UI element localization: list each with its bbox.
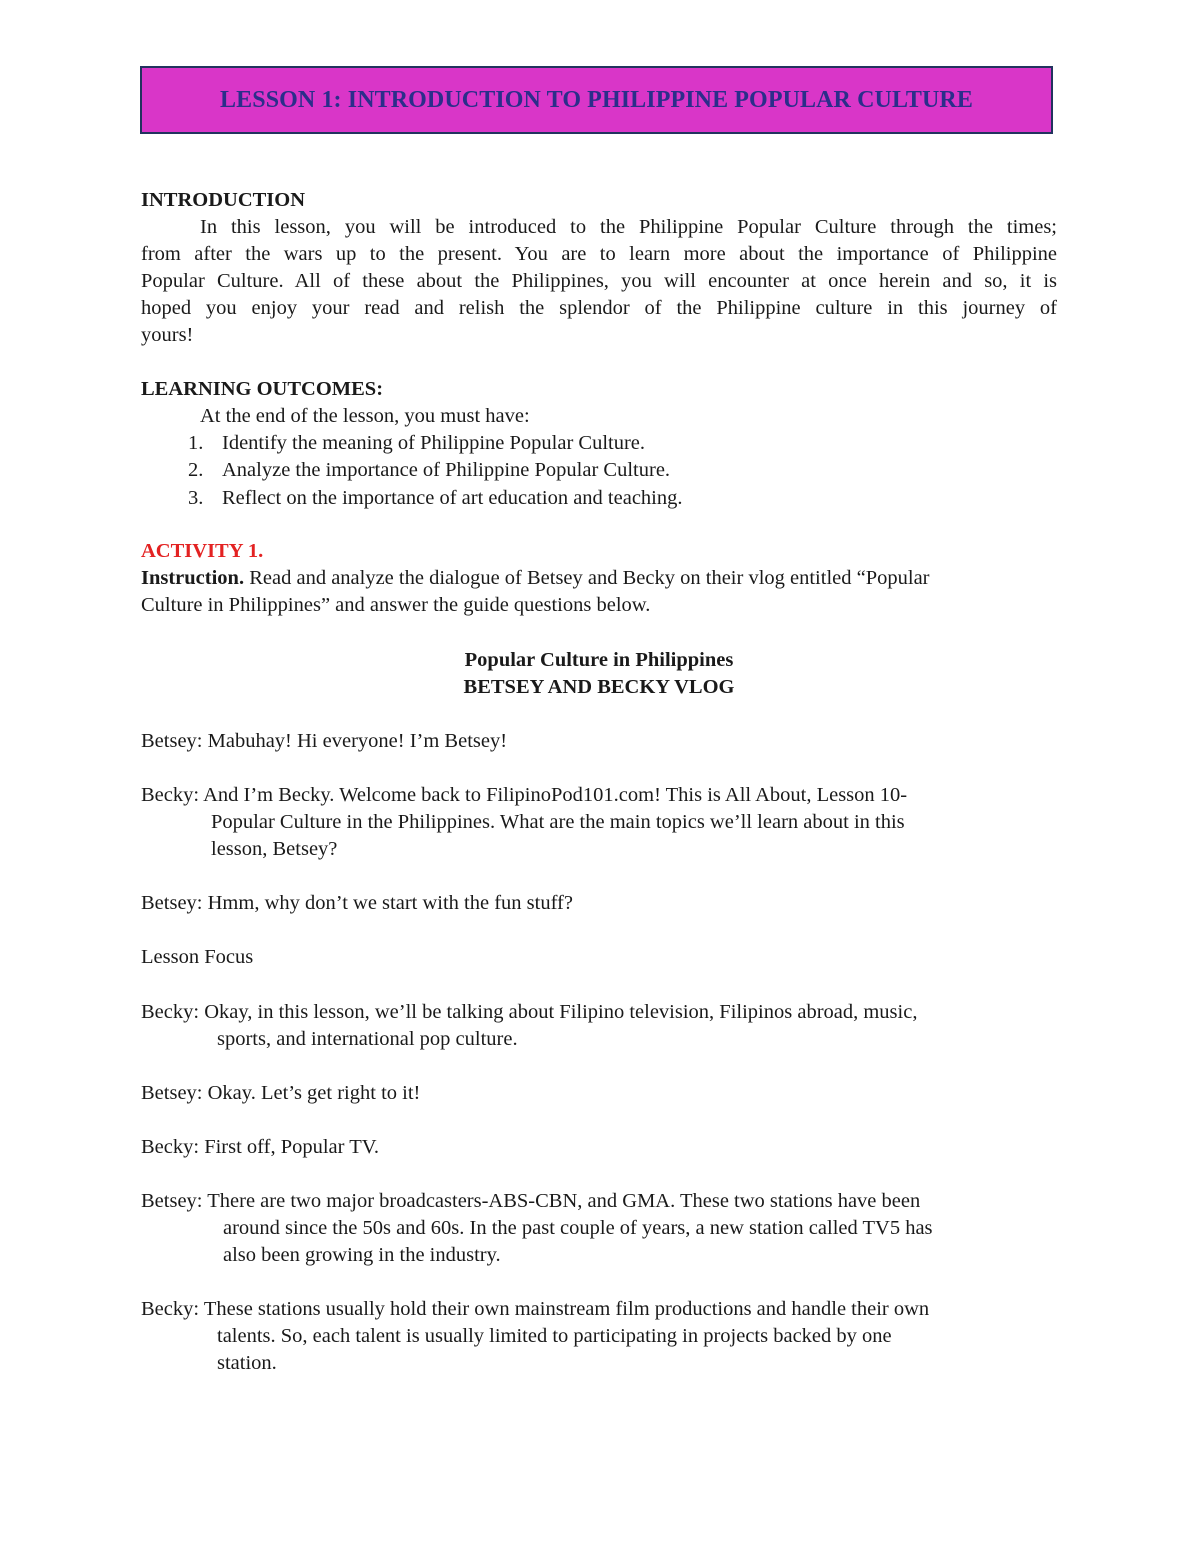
outcome-number: 3. bbox=[188, 487, 204, 509]
outcome-number: 2. bbox=[188, 459, 204, 481]
dialogue-entry bbox=[141, 944, 253, 971]
speaker-name: Becky: bbox=[141, 1136, 200, 1158]
lesson-title: LESSON 1: INTRODUCTION TO PHILIPPINE POPULAR CULTURE bbox=[220, 86, 973, 113]
dialogue-line: There are two major broadcasters-ABS-CBN, and GMA. These two stations have been bbox=[207, 1190, 921, 1212]
dialogue-entry bbox=[141, 890, 573, 917]
speaker-name: Becky: bbox=[141, 784, 200, 806]
dialogue-line: around since the 50s and 60s. In the past couple of years, a new station called TV5 has bbox=[223, 1217, 933, 1239]
dialogue-line: also been growing in the industry. bbox=[223, 1244, 501, 1266]
dialogue-line: Okay. Let’s get right to it! bbox=[207, 1082, 421, 1104]
dialogue-entry bbox=[141, 1296, 929, 1377]
dialogue-line: lesson, Betsey? bbox=[211, 838, 338, 860]
dialogue-line: These stations usually hold their own mainstream film productions and handle their own bbox=[203, 1298, 930, 1320]
intro-line: Popular Culture. All of these about the Philippines, you will encounter at once herein and so, it is bbox=[141, 270, 1057, 292]
intro-heading: INTRODUCTION bbox=[141, 189, 306, 211]
section-label: Lesson Focus bbox=[141, 946, 254, 968]
dialogue-line: And I’m Becky. Welcome back to FilipinoPod101.com! This is All About, Lesson 10- bbox=[203, 784, 908, 806]
dialogue-line: sports, and international pop culture. bbox=[217, 1028, 518, 1050]
intro-line: yours! bbox=[141, 324, 194, 346]
speaker-name: Becky: bbox=[141, 1001, 200, 1023]
vlog-title: Popular Culture in Philippines bbox=[464, 649, 734, 671]
dialogue-line: Okay, in this lesson, we’ll be talking about Filipino television, Filipinos abroad, music, bbox=[204, 1001, 918, 1023]
instruction-label: Instruction. bbox=[141, 567, 245, 589]
outcome-item: Reflect on the importance of art education and teaching. bbox=[222, 487, 683, 509]
speaker-name: Becky: bbox=[141, 1298, 200, 1320]
dialogue-entry bbox=[141, 728, 507, 755]
activity-instruction bbox=[141, 565, 930, 592]
outcome-item: Identify the meaning of Philippine Popular Culture. bbox=[222, 432, 646, 454]
speaker-name: Betsey: bbox=[141, 1190, 203, 1212]
speaker-name: Betsey: bbox=[141, 892, 203, 914]
outcome-number: 1. bbox=[188, 432, 204, 454]
dialogue-line: Popular Culture in the Philippines. What are the main topics we’ll learn about in this bbox=[211, 811, 905, 833]
dialogue-entry bbox=[141, 999, 917, 1053]
dialogue-entry bbox=[141, 1188, 933, 1269]
outcomes-lead: At the end of the lesson, you must have: bbox=[200, 405, 530, 427]
outcomes-heading: LEARNING OUTCOMES: bbox=[141, 378, 384, 400]
intro-paragraph bbox=[141, 214, 1057, 349]
dialogue-line: First off, Popular TV. bbox=[204, 1136, 380, 1158]
dialogue-line: Hmm, why don’t we start with the fun stuff? bbox=[207, 892, 573, 914]
lesson-title-banner bbox=[140, 66, 1053, 134]
dialogue-entry bbox=[141, 1080, 420, 1107]
speaker-name: Betsey: bbox=[141, 1082, 203, 1104]
vlog-subtitle: BETSEY AND BECKY VLOG bbox=[463, 676, 735, 698]
dialogue-line: station. bbox=[217, 1352, 277, 1374]
instruction-text: Read and analyze the dialogue of Betsey and Becky on their vlog entitled “Popular bbox=[244, 567, 930, 589]
dialogue-line: Mabuhay! Hi everyone! I’m Betsey! bbox=[207, 730, 508, 752]
dialogue-entry bbox=[141, 1134, 379, 1161]
dialogue-entry bbox=[141, 782, 907, 863]
dialogue-line: talents. So, each talent is usually limited to participating in projects backed by one bbox=[217, 1325, 892, 1347]
outcome-item: Analyze the importance of Philippine Popular Culture. bbox=[222, 459, 671, 481]
intro-line: from after the wars up to the present. You are to learn more about the importance of Philippine bbox=[141, 243, 1057, 265]
speaker-name: Betsey: bbox=[141, 730, 203, 752]
activity-heading: ACTIVITY 1. bbox=[141, 540, 264, 562]
intro-line: In this lesson, you will be introduced to the Philippine Popular Culture through the times; bbox=[200, 216, 1057, 238]
activity-instruction-cont: Culture in Philippines” and answer the guide questions below. bbox=[141, 594, 651, 616]
intro-line: hoped you enjoy your read and relish the splendor of the Philippine culture in this journey of bbox=[141, 297, 1057, 319]
